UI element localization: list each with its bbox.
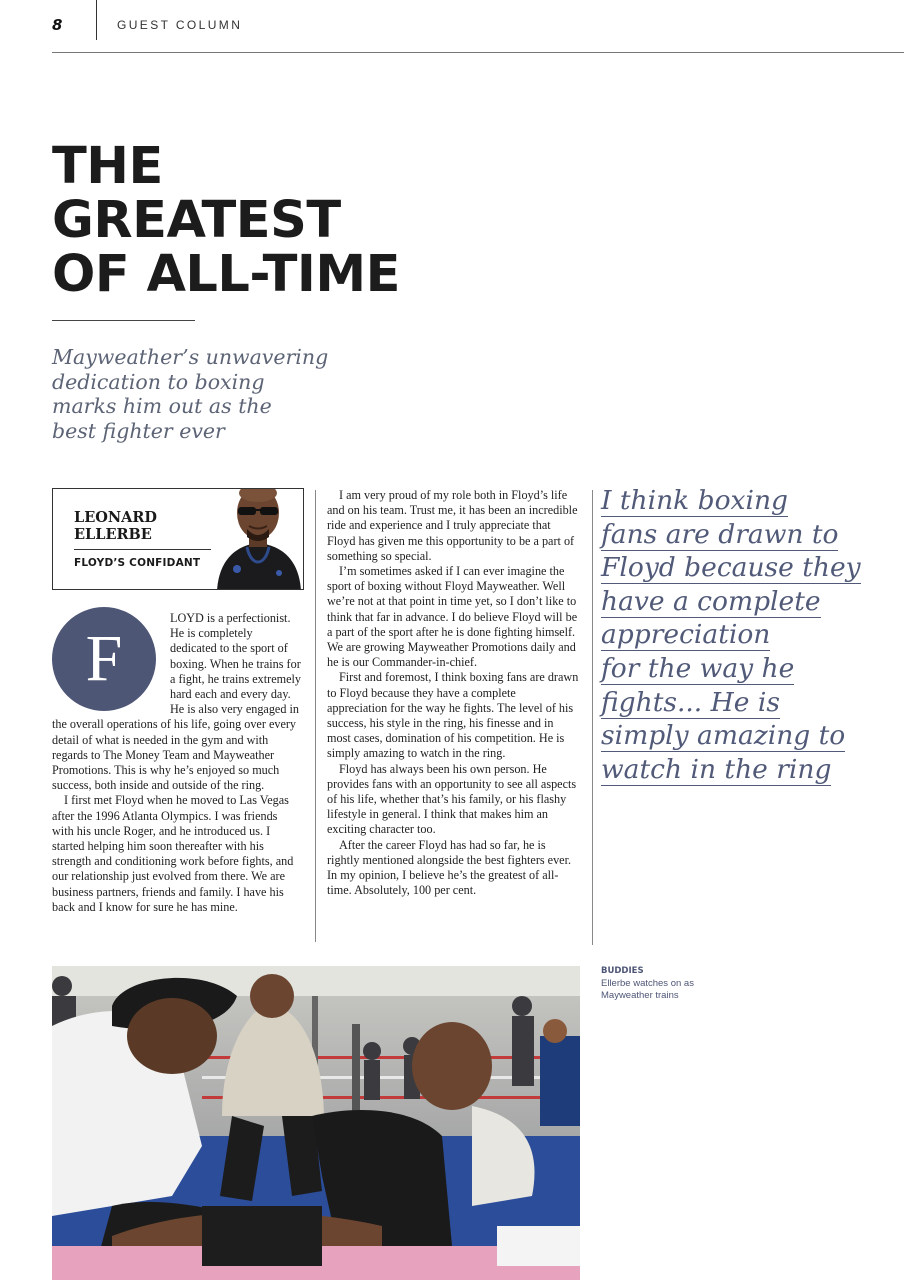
pull-quote-line: appreciation xyxy=(601,619,771,651)
title-line: THE xyxy=(52,137,163,196)
caption-text: Ellerbe watches on as Mayweather trains xyxy=(601,978,694,1001)
body-paragraph: I am very proud of my role both in Floyd’s life and on his team. Trust me, it has been an incredible ride and experience and I truly appreciate that Floyd has given me this opportunity to be a part of something so special. xyxy=(327,488,578,563)
body-column-1 xyxy=(52,611,302,915)
title-rule xyxy=(52,320,195,321)
pull-quote-line: for the way he xyxy=(601,652,795,684)
standfirst xyxy=(52,345,332,443)
body-paragraph: After the career Floyd has had so far, he is rightly mentioned alongside the best fighters ever. In my opinion, I believe he’s the greatest of all-time. Absolutely, 100 per cent. xyxy=(327,837,572,898)
author-rule xyxy=(74,549,224,550)
pull-quote-line: watch in the ring xyxy=(601,753,832,785)
author-name xyxy=(74,509,157,543)
drop-cap: F xyxy=(52,607,156,711)
pull-quote-line: simply amazing to xyxy=(601,720,846,752)
author-name-line: ELLERBE xyxy=(74,526,152,543)
author-box xyxy=(52,488,304,590)
standfirst-line: Mayweather’s unwavering xyxy=(52,345,329,369)
pull-quote-divider xyxy=(592,490,593,945)
title-line: OF ALL-TIME xyxy=(52,245,400,304)
page-number: 8 xyxy=(52,16,63,34)
standfirst-line: dedication to boxing xyxy=(52,369,265,394)
pull-quote-line: fans are drawn to xyxy=(601,518,839,550)
author-role: FLOYD’S CONFIDANT xyxy=(74,557,201,569)
training-photo xyxy=(52,966,580,1280)
standfirst-line: best fighter ever xyxy=(52,418,225,443)
author-name-line: LEONARD xyxy=(74,509,158,526)
body-paragraph: I first met Floyd when he moved to Las Vegas after the 1996 Atlanta Olympics. I was friends with his uncle Roger, and he introduced us. I started helping him soon thereafter with his strength and conditioning work before fights, and our relationship just evolved from there. We are business partners, friends and family. I have his back and I know for sure he has mine. xyxy=(52,793,294,914)
caption-title: BUDDIES xyxy=(601,966,644,976)
author-portrait xyxy=(211,488,304,590)
pull-quote xyxy=(601,484,901,786)
body-paragraph: LOYD is a perfectionist. He is completely dedicated to the sport of boxing. When he trains for a fight, he trains extremely hard each and every day. He is also very engaged in the overall operations of his life, going over every detail of what is needed in the gym and with regards to The Money Team and Mayweather Promotions. This is why he’s enjoyed so much success, both inside and outside of the ring. xyxy=(52,611,301,793)
header-divider xyxy=(96,0,97,40)
pull-quote-line: Floyd because they xyxy=(601,552,861,584)
article-title xyxy=(52,137,400,304)
body-paragraph: Floyd has always been his own person. He provides fans with an opportunity to see all aspects of his life, whether that’s his family, or his flashy lifestyle in general. I think that makes him an exciting character too. xyxy=(327,761,577,837)
pull-quote-line: have a complete xyxy=(601,585,821,617)
standfirst-line: marks him out as the xyxy=(52,394,272,418)
title-line: GREATEST xyxy=(52,191,341,250)
body-column-2 xyxy=(327,488,579,898)
pull-quote-line: fights... He is xyxy=(601,686,780,718)
body-paragraph: I’m sometimes asked if I can ever imagine the sport of boxing without Floyd Mayweather. Well we’re not at that point in time yet, so I don’t like to think that far in advance. I do believe Floyd will be a part of the sport after he is done fighting himself. We are growing Mayweather Promotions daily and he is our Commander-in-chief. xyxy=(327,564,578,670)
column-divider xyxy=(315,490,316,942)
body-paragraph: First and foremost, I think boxing fans are drawn to Floyd because they have a complete appreciation for the way he fights. The level of his success, his style in the ring, his finesse and in most cases, domination of his competition. He is simply amazing to watch in the ring. xyxy=(327,670,579,761)
pull-quote-line: I think boxing xyxy=(601,485,789,516)
header-rule xyxy=(52,52,904,53)
section-label: GUEST COLUMN xyxy=(117,18,243,32)
